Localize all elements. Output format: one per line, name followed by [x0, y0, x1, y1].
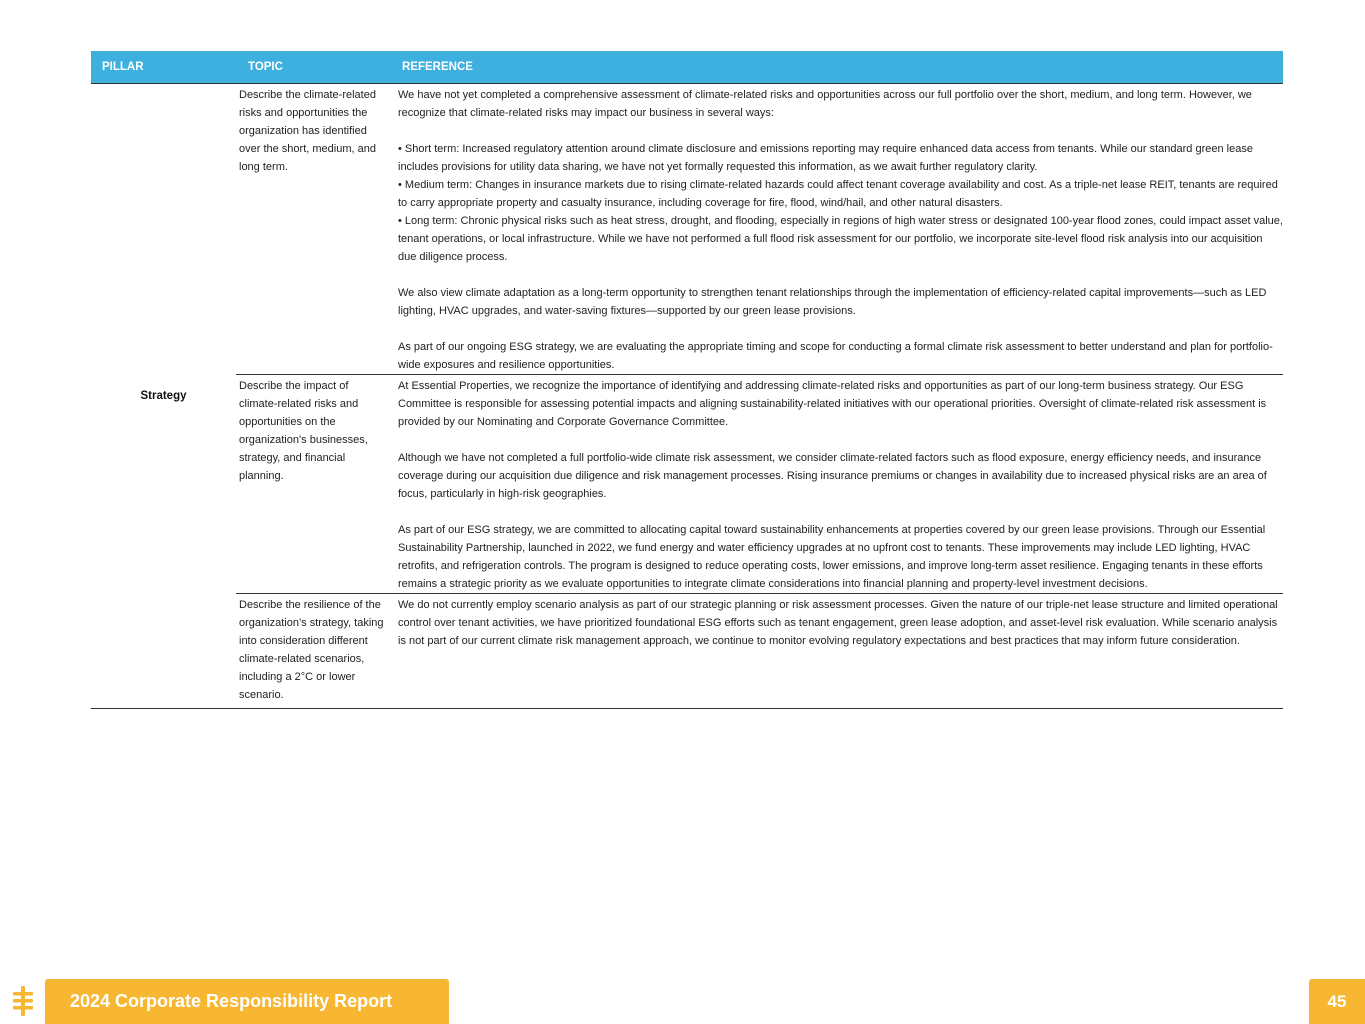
reference-paragraph: We also view climate adaptation as a long-term opportunity to strengthen tenant relationships through the implementation of efficiency-related capital improvements—such as LED lighting, HVAC upgrades, and water-saving fixtures—supported by our green lease provisions. — [398, 287, 1267, 317]
report-title-banner: 2024 Corporate Responsibility Report — [45, 979, 449, 1024]
table-row — [91, 594, 1283, 709]
reference-paragraph: Although we have not completed a full portfolio-wide climate risk assessment, we consider climate-related factors such as flood exposure, energy efficiency needs, and insurance coverage during our acquisition due diligence and risk management processes. Rising insurance premiums or changes in availability due to increased physical risks are an area of focus, particularly in high-risk geographies. — [398, 452, 1267, 500]
reference-cell — [393, 594, 1283, 709]
reference-table-container — [91, 51, 1283, 709]
column-header-pillar: PILLAR — [91, 51, 236, 84]
topic-cell: Describe the climate-related risks and opportunities the organization has identified over the short, medium, and long term. — [236, 84, 393, 375]
pillar-cell-strategy: Strategy — [91, 84, 236, 709]
reference-bullet: • Short term: Increased regulatory attention around climate disclosure and emissions reporting may require enhanced data access from tenants. While our standard green lease includes provisions for utility data sharing, we have not yet formally requested this information, as we await further regulatory clarity. — [398, 143, 1253, 173]
reference-paragraph: As part of our ESG strategy, we are committed to allocating capital toward sustainability enhancements at properties covered by our green lease provisions. Through our Essential Sustainability Partnership, launched in 2022, we fund energy and water efficiency upgrades at no upfront cost to tenants. These improvements may include LED lighting, HVAC retrofits, and refrigeration controls. The program is designed to reduce operating costs, lower emissions, and improve long-term asset resilience. Engaging tenants in these efforts remains a strategic priority as we evaluate opportunities to integrate climate considerations into financial planning and property-level investment decisions. — [398, 524, 1266, 590]
reference-paragraph: At Essential Properties, we recognize the importance of identifying and addressing climate-related risks and opportunities as part of our long-term business strategy. Our ESG Committee is responsible for assessing potential impacts and aligning sustainability-related initiatives with our operational priorities. Oversight of climate-related risk assessment is provided by our Nominating and Corporate Governance Committee. — [398, 380, 1267, 428]
column-header-topic: TOPIC — [236, 51, 393, 84]
topic-cell: Describe the impact of climate-related risks and opportunities on the organization’s businesses, strategy, and financial planning. — [236, 375, 393, 594]
logo-mark-icon — [10, 986, 36, 1016]
reference-paragraph: As part of our ongoing ESG strategy, we are evaluating the appropriate timing and scope for conducting a formal climate risk assessment to better understand and plan for portfolio-wide exposures and resilience opportunities. — [398, 341, 1273, 371]
reference-paragraph: We do not currently employ scenario analysis as part of our strategic planning or risk assessment processes. Given the nature of our triple-net lease structure and limited operational control over tenant activities, we have prioritized foundational ESG efforts such as tenant engagement, green lease adoption, and asset-level risk evaluation. While scenario analysis is not part of our current climate risk management approach, we continue to monitor evolving regulatory expectations and best practices that may inform future consideration. — [398, 599, 1278, 647]
reference-cell — [393, 375, 1283, 594]
essential-properties-logo-icon — [10, 986, 36, 1016]
table-row — [91, 375, 1283, 594]
column-header-reference: REFERENCE — [393, 51, 1283, 84]
page-number: 45 — [1309, 979, 1365, 1024]
reference-bullet: • Long term: Chronic physical risks such as heat stress, drought, and flooding, especially in regions of high water stress or designated 100-year flood zones, could impact asset value, tenant operations, or local infrastructure. While we have not performed a full flood risk assessment for our portfolio, we incorporate site-level flood risk analysis into our acquisition due diligence process. — [398, 215, 1283, 263]
table-header-row — [91, 51, 1283, 84]
reference-cell — [393, 84, 1283, 375]
tcfd-reference-table — [91, 51, 1283, 709]
reference-paragraph: We have not yet completed a comprehensive assessment of climate-related risks and opportunities across our full portfolio over the short, medium, and long term. However, we recognize that climate-related risks may impact our business in several ways: — [398, 89, 1252, 119]
reference-bullet: • Medium term: Changes in insurance markets due to rising climate-related hazards could affect tenant coverage availability and cost. As a triple-net lease REIT, tenants are required to carry appropriate property and casualty insurance, including coverage for fire, flood, wind/hail, and other natural disasters. — [398, 179, 1278, 209]
table-row — [91, 84, 1283, 375]
topic-cell — [236, 594, 393, 709]
topic-text-clipped: Describe the resilience of the organization’s strategy, taking into consideration different climate-related scenarios, including a 2°C or lower scenario. — [239, 599, 384, 701]
